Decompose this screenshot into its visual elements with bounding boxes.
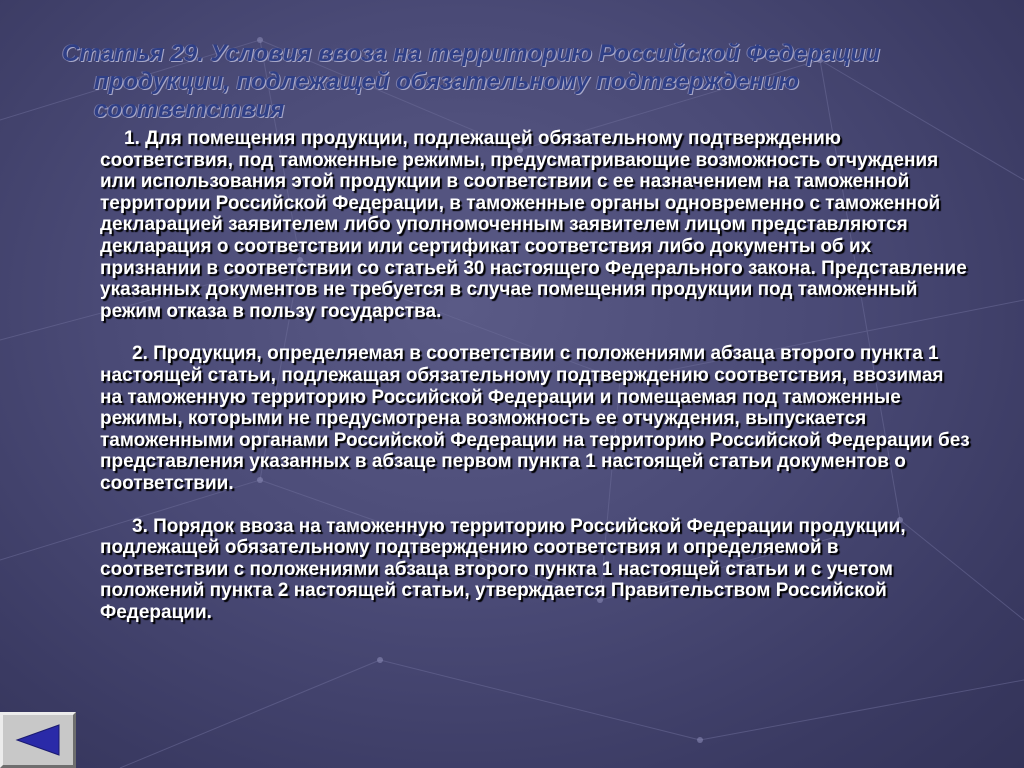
slide-body (100, 128, 970, 644)
slide-title-line-2: продукции, подлежащей обязательному подтверждению соответствия (94, 68, 799, 123)
paragraph-3: 3. Порядок ввоза на таможенную территорию Российской Федерации продукции, подлежащей обязательному подтверждению соответствия и определяемой в соответствии с положениями абзаца второго пункта 1 настоящей статьи и с учетом положений пункта 2 настоящей статьи, утверждается Правительством Российской Федерации. (100, 515, 906, 623)
slide-title-line-1: Статья 29. Условия ввоза на территорию Российской Федерации (62, 40, 880, 67)
previous-slide-button[interactable] (0, 712, 76, 768)
slide-title (62, 40, 962, 124)
paragraph-1: 1. Для помещения продукции, подлежащей обязательному подтверждению соответствия, под таможенные режимы, предусматривающие возможность отчуждения или использования этой продукции в соответствии с ее назначением на таможенной территории Российской Федерации, в таможенные органы одновременно с таможенной декларацией заявителем либо уполномоченным заявителем лицом представляются декларация о соответствии или сертификат соответствия либо документы об их признании в соответствии со статьей 30 настоящего Федерального закона. Представление указанных документов не требуется в случае помещения продукции под таможенный режим отказа в пользу государства. (100, 128, 967, 322)
triangle-left-icon (13, 723, 63, 757)
paragraph-2: 2. Продукция, определяемая в соответствии с положениями абзаца второго пункта 1 настоящей статьи, подлежащая обязательному подтверждению соответствия, ввозимая на таможенную территорию Российской Федерации и помещаемая под таможенные режимы, которыми не предусмотрена возможность ее отчуждения, выпускается таможенными органами Российской Федерации на территорию Российской Федерации без представления указанных в абзаце первом пункта 1 настоящей статьи документов о соответствии. (100, 343, 970, 494)
